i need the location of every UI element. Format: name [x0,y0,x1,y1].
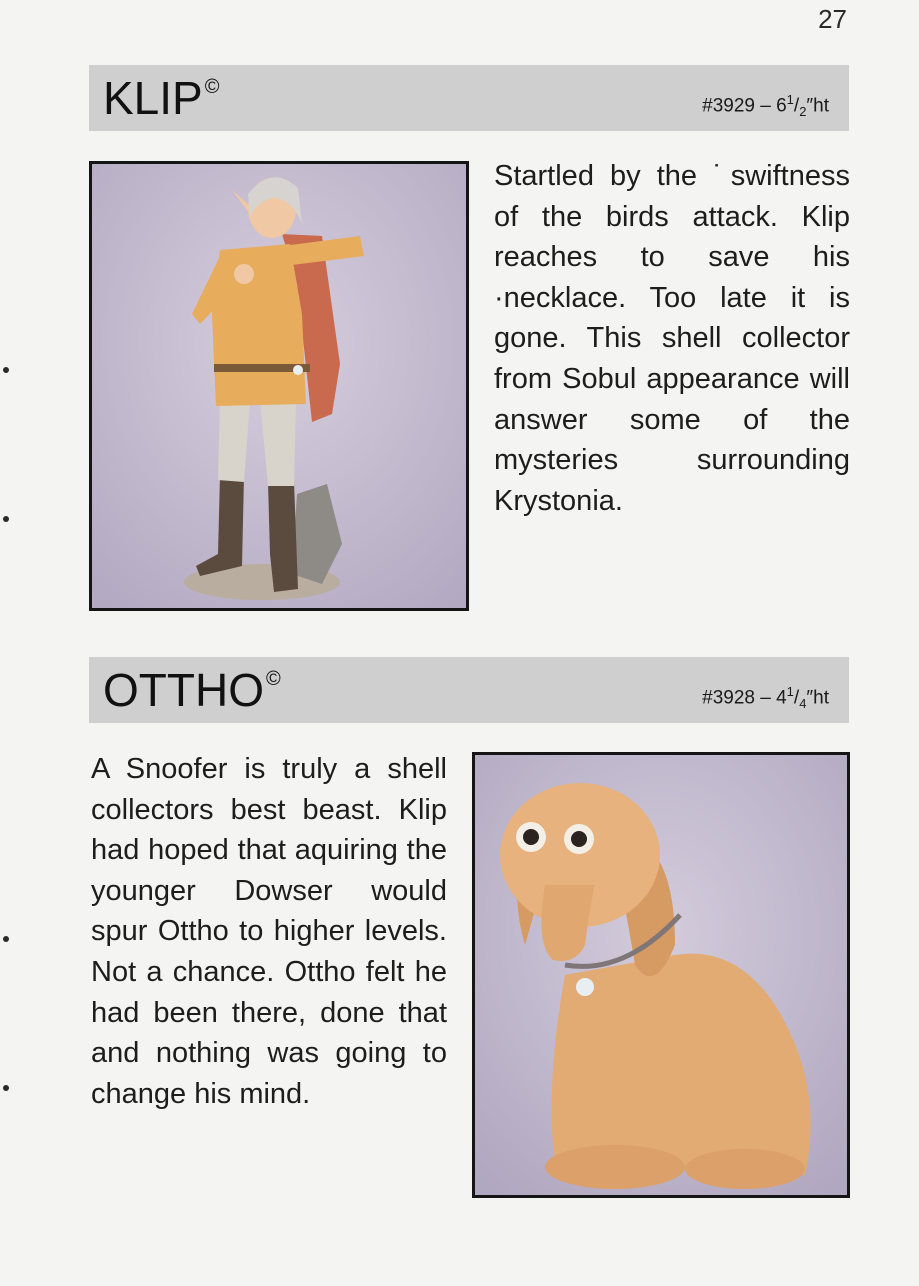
klip-fraction-numerator: 1 [786,91,794,107]
ottho-fraction-denominator: 4 [799,696,807,711]
ottho-description: A Snoofer is truly a shell collectors best beast. Klip had hoped that aquiring the younger Dowser would spur Ottho to higher levels. Not a chance. Ottho felt he had been there, done that and nothing was going to change his mind. [91,753,447,1110]
ottho-fraction-numerator: 1 [786,683,794,699]
klip-name: KLIP [103,72,203,124]
klip-title [103,72,220,124]
klip-fraction-slash: / [793,95,800,117]
binder-hole-mark [3,1085,9,1091]
binder-hole-mark [3,367,9,373]
ottho-title-banner [89,657,849,723]
binder-hole-mark [3,516,9,522]
dog-figurine-illustration [475,755,847,1195]
elf-figurine-illustration [92,164,466,608]
ottho-name: OTTHO [103,664,264,716]
ottho-copyright: © [265,668,281,690]
klip-copyright: © [204,76,220,98]
klip-title-banner [89,65,849,131]
klip-item-code [702,92,829,119]
ottho-code-suffix: ″ht [806,687,829,709]
ottho-figurine-photo [472,752,850,1198]
klip-code-prefix: #3929 – 6 [702,95,787,117]
klip-fraction-denominator: 2 [799,104,807,119]
klip-code-suffix: ″ht [806,95,829,117]
ottho-fraction-slash: / [793,687,800,709]
ottho-title [103,664,281,716]
klip-figurine-photo [89,161,469,611]
ottho-item-code [702,684,829,711]
klip-description: Startled by the ˙swiftness of the birds attack. Klip reaches to save his ·necklace. Too late it is gone. This shell collector from Sobul appearance will answer some of the mysteries surrounding Krystonia. [494,160,850,517]
binder-hole-mark [3,936,9,942]
ottho-code-prefix: #3928 – 4 [702,687,787,709]
page-number: 27 [818,4,847,34]
